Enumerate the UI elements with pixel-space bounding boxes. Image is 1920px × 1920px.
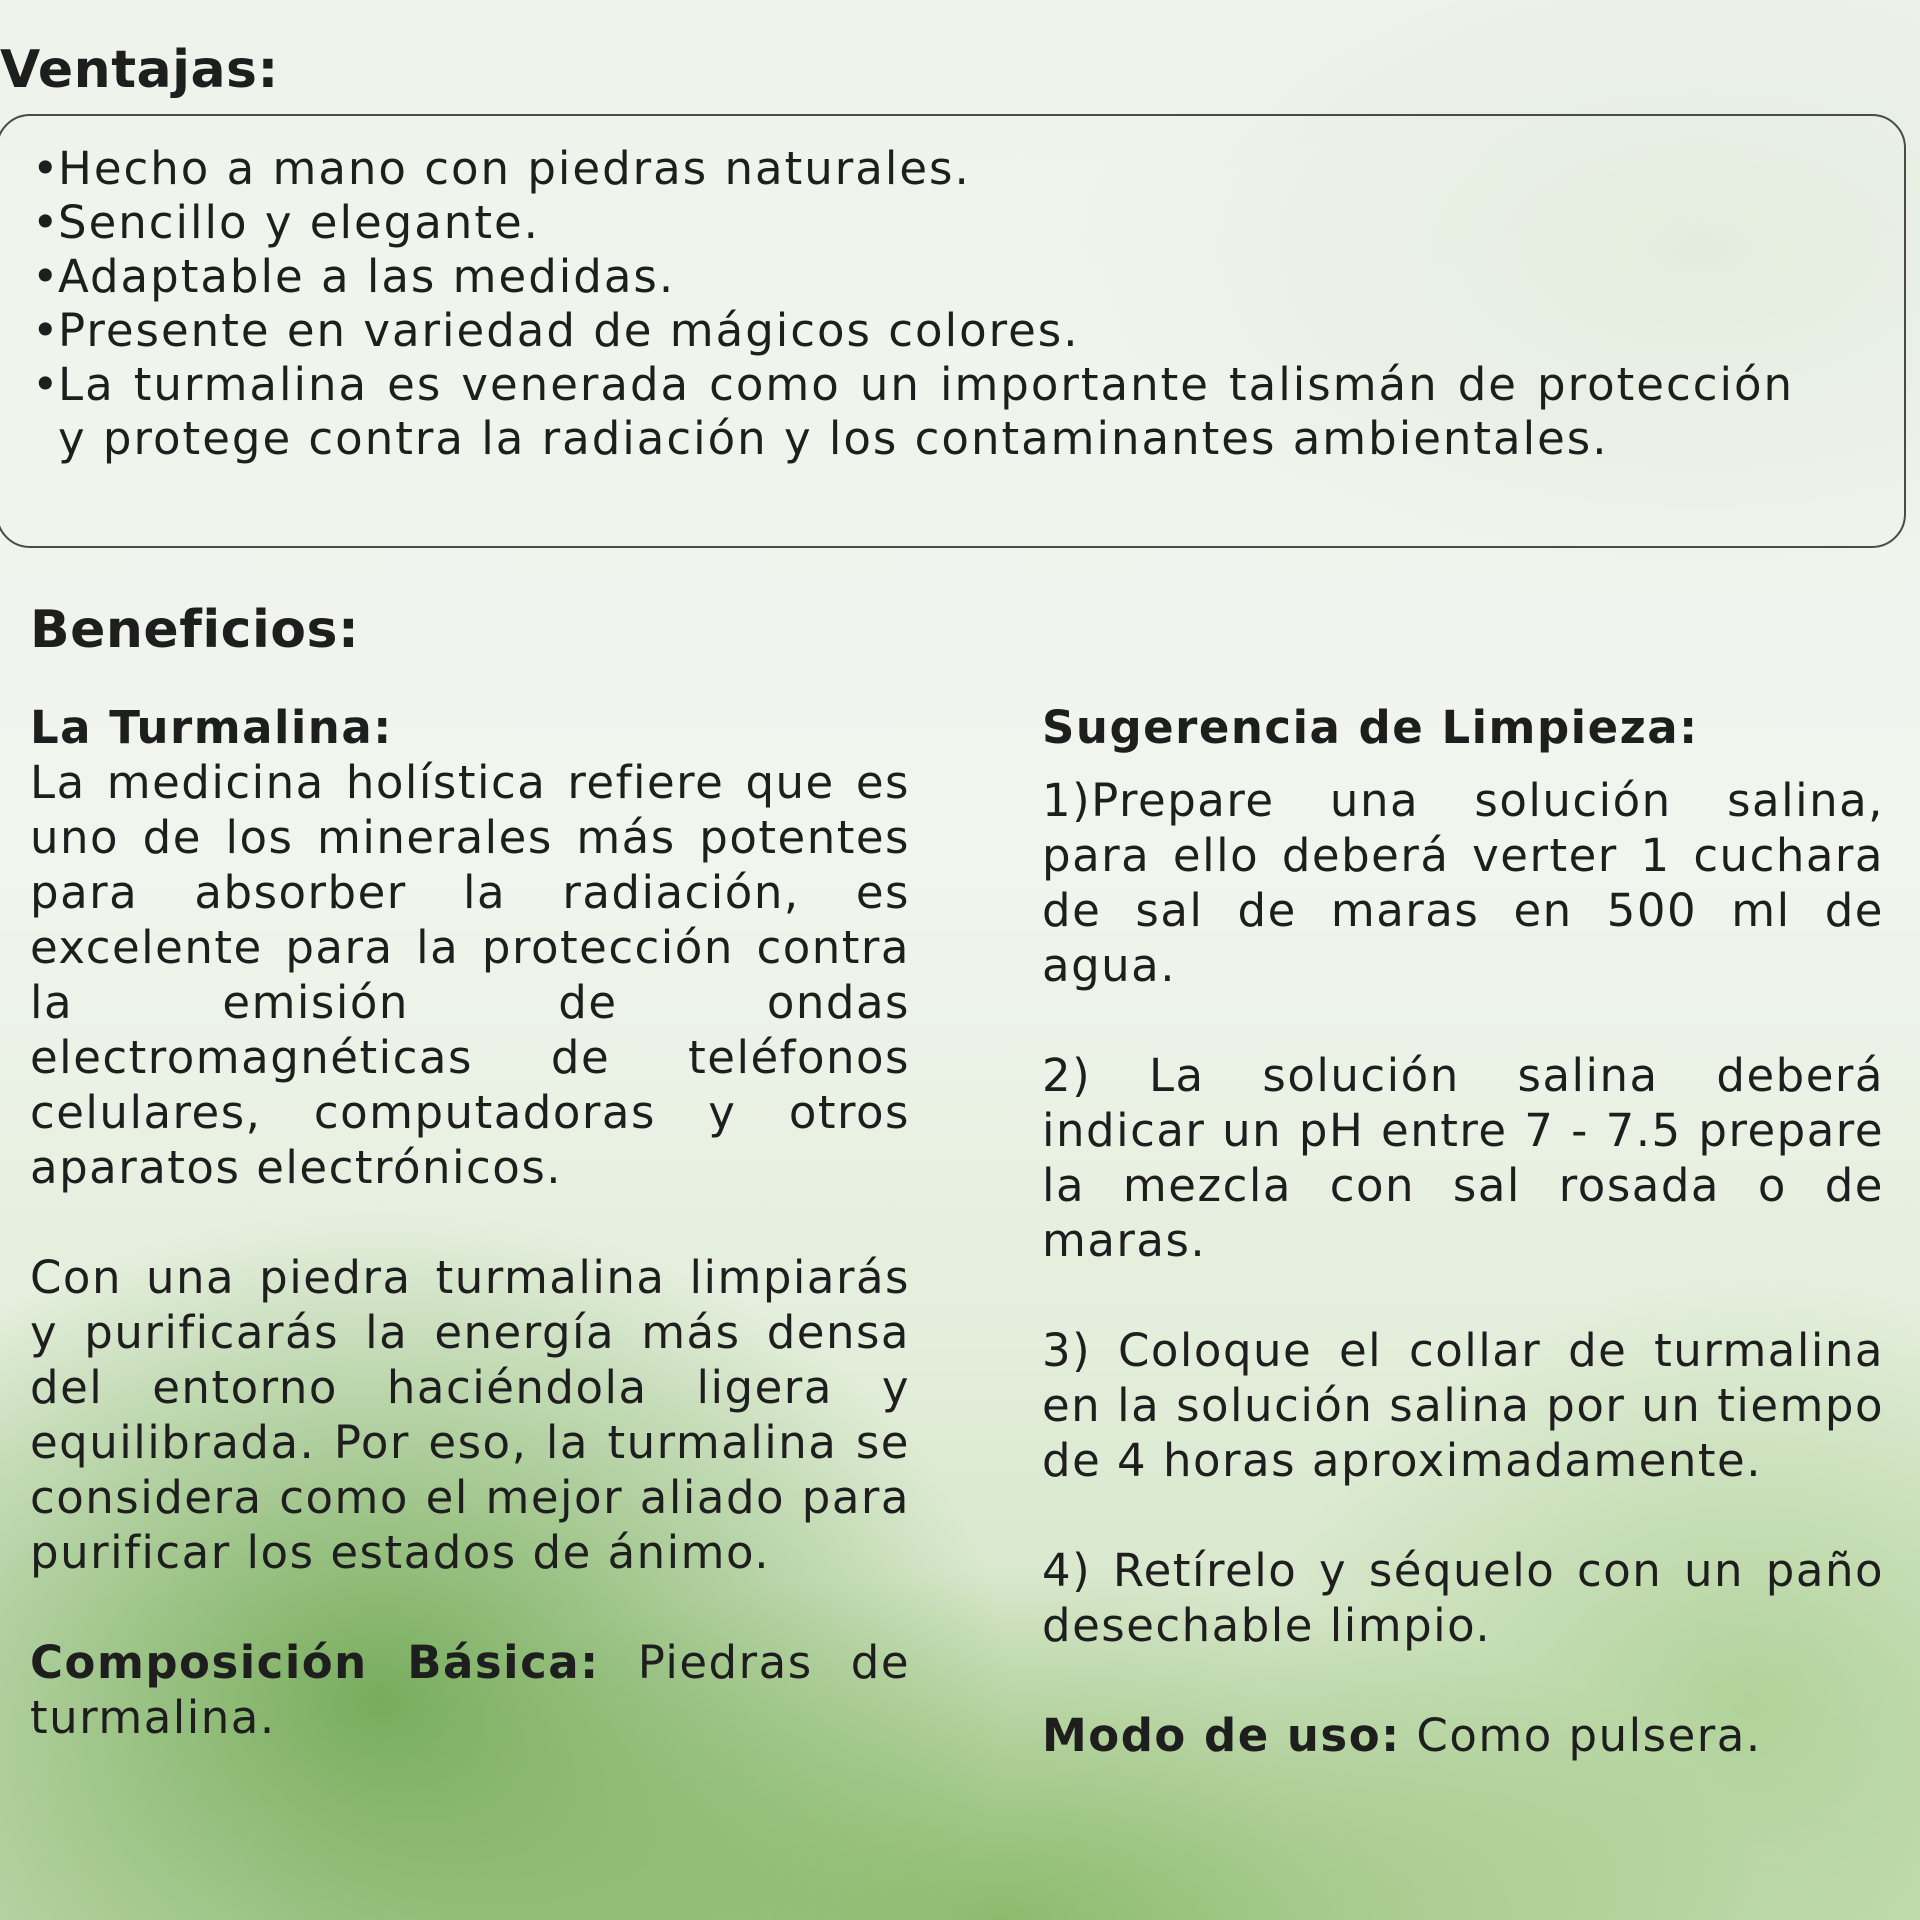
ventajas-heading: Ventajas:: [0, 40, 279, 100]
ventajas-item-text: Sencillo y elegante.: [58, 196, 540, 249]
modo-label: Modo de uso:: [1042, 1709, 1401, 1762]
ventajas-item-text: Adaptable a las medidas.: [58, 250, 676, 303]
modo-value: Como pulsera.: [1400, 1709, 1762, 1762]
ventajas-list: [32, 142, 1794, 466]
bullet-icon: •: [32, 142, 61, 195]
ventajas-item: [32, 358, 1794, 466]
ventajas-box: [0, 114, 1906, 548]
turmalina-paragraph-1: La medicina holística refiere que es uno de los minerales más potentes para absorber la radiación, es excelente para la protección contra la emisión de ondas electromagnéticas de teléfonos celulares, computadoras y otros aparatos electrónicos.: [30, 756, 910, 1194]
bullet-icon: •: [32, 196, 61, 249]
ventajas-item-text: Presente en variedad de mágicos colores.: [58, 304, 1080, 357]
modo-de-uso-paragraph: [1042, 1708, 1884, 1763]
limpieza-column: [1042, 700, 1884, 1763]
bullet-icon: •: [32, 304, 61, 357]
bullet-icon: •: [32, 358, 61, 411]
ventajas-item: [32, 304, 1794, 358]
composicion-label: Composición Básica:: [30, 1636, 600, 1689]
composicion-value: Piedras de turmalina.: [30, 1636, 911, 1744]
ventajas-item-text: Hecho a mano con piedras naturales.: [58, 142, 971, 195]
ventajas-item: [32, 142, 1794, 196]
turmalina-paragraph-2: Con una piedra turmalina limpiarás y purificarás la energía más densa del entorno haciéndola ligera y equilibrada. Por eso, la turmalina se considera como el mejor aliado para purificar los estados de ánimo.: [30, 1251, 910, 1579]
limpieza-step-2: 2) La solución salina deberá indicar un pH entre 7 - 7.5 prepare la mezcla con sal rosada o de maras.: [1042, 1049, 1884, 1267]
ventajas-item-text: La turmalina es venerada como un importante talismán de protección y protege contra la radiación y los contaminantes ambientales.: [58, 358, 1794, 465]
composicion-paragraph: [30, 1635, 910, 1745]
ventajas-item: [32, 250, 1794, 304]
beneficios-heading: Beneficios:: [30, 600, 360, 660]
limpieza-step-4: 4) Retírelo y séquelo con un paño desechable limpio.: [1042, 1544, 1884, 1652]
ventajas-item: [32, 196, 1794, 250]
limpieza-step-1: 1)Prepare una solución salina, para ello deberá verter 1 cuchara de sal de maras en 500 ml de agua.: [1042, 774, 1884, 992]
bullet-icon: •: [32, 250, 61, 303]
turmalina-heading: La Turmalina:: [30, 701, 393, 754]
limpieza-heading: Sugerencia de Limpieza:: [1042, 701, 1699, 754]
turmalina-column: [30, 700, 910, 1745]
limpieza-step-3: 3) Coloque el collar de turmalina en la solución salina por un tiempo de 4 horas aproximadamente.: [1042, 1324, 1884, 1487]
